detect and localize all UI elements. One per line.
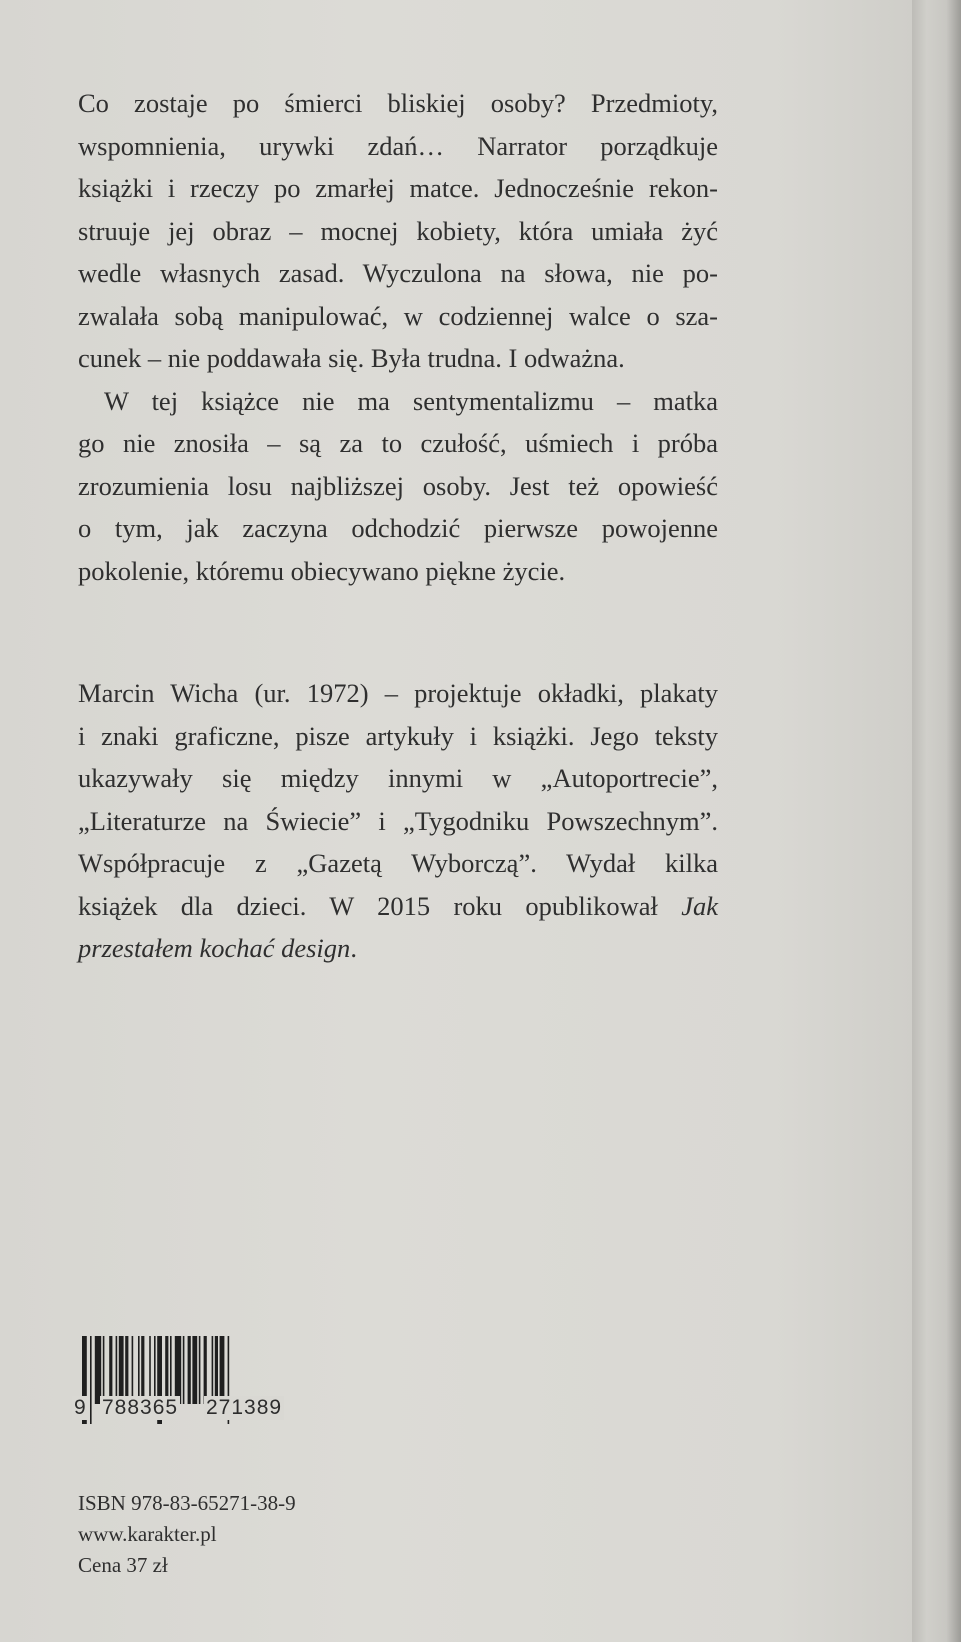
text-line: „Literaturze na Świecie” i „Tygodniku Powszechnym”.	[78, 805, 718, 836]
barcode-bar	[149, 1336, 151, 1404]
text-line: struuje jej obraz – mocnej kobiety, która umiała żyć	[78, 215, 718, 246]
text-segment: .	[350, 933, 357, 963]
price: Cena 37 zł	[78, 1553, 168, 1577]
barcode-bar	[90, 1336, 92, 1424]
text-line: i znaki graficzne, pisze artykuły i książki. Jego teksty	[78, 720, 718, 751]
barcode-bar	[175, 1336, 181, 1404]
barcode-bar	[138, 1336, 140, 1404]
text-line: cunek – nie poddawała się. Była trudna. I odważna.	[78, 343, 625, 373]
barcode-bar	[212, 1336, 214, 1404]
bio-paragraph	[78, 672, 718, 970]
barcode-bar	[109, 1336, 112, 1404]
barcode-bar	[132, 1336, 134, 1404]
text-line: pokolenie, któremu obiecywano piękne życie.	[78, 555, 566, 586]
text-line: wedle własnych zasad. Wyczulona na słowa, nie po-	[78, 258, 718, 288]
text-segment: książek dla dzieci. W 2015 roku opublikował	[78, 890, 682, 921]
barcode-bar	[188, 1336, 191, 1404]
blurb-paragraph-2	[78, 380, 718, 593]
blurb-paragraph-1	[78, 82, 718, 380]
isbn: ISBN 978-83-65271-38-9	[78, 1491, 296, 1515]
barcode-bar	[95, 1336, 101, 1404]
barcode	[74, 1336, 304, 1436]
barcode-bar	[215, 1336, 218, 1404]
text-line: Współpracuje z „Gazetą Wyborczą”. Wydał kilka	[78, 848, 718, 878]
text-line: Marcin Wicha (ur. 1972) – projektuje okładki, plakaty	[78, 678, 718, 708]
barcode-bar	[116, 1336, 118, 1404]
text-line	[78, 885, 718, 928]
barcode-bar	[192, 1336, 197, 1404]
text-line: zwalała sobą manipulować, w codziennej walce o sza-	[78, 300, 718, 331]
barcode-bar	[199, 1336, 201, 1404]
barcode-digits-left: 788365	[102, 1396, 179, 1419]
barcode-bar	[220, 1336, 225, 1404]
barcode-bar	[154, 1336, 156, 1404]
barcode-bar	[103, 1336, 105, 1404]
publisher-url: www.karakter.pl	[78, 1522, 217, 1546]
text-line: W tej książce nie ma sentymentalizmu – matka	[104, 385, 718, 416]
book-title-italic: Jak	[681, 890, 718, 921]
barcode-bar	[183, 1336, 185, 1404]
text-line: wspomnienia, urywki zdań… Narrator porządkuje	[78, 130, 718, 161]
barcode-digit-first: 9	[74, 1396, 87, 1419]
text-line: zrozumienia losu najbliższej osoby. Jest też opowieść	[78, 470, 718, 501]
book-title-italic: przestałem kochać design	[78, 933, 351, 963]
barcode-bar	[141, 1336, 144, 1404]
barcode-bar	[170, 1336, 172, 1404]
text-line: o tym, jak zaczyna odchodzić pierwsze powojenne	[78, 513, 718, 543]
text-line: Co zostaje po śmierci bliskiej osoby? Przedmioty,	[78, 88, 718, 118]
blurb-text	[78, 82, 718, 592]
book-edge	[912, 0, 961, 1642]
text-line: ukazywały się między innymi w „Autoportrecie”,	[78, 763, 718, 793]
text-line: książki i rzeczy po zmarłej matce. Jednocześnie rekon-	[78, 173, 718, 203]
barcode-bar	[204, 1336, 207, 1404]
text-line: go nie znosiła – są za to czułość, uśmiech i próba	[78, 428, 718, 458]
text-line	[78, 927, 718, 970]
barcode-bar	[119, 1336, 124, 1404]
publication-info	[78, 1488, 296, 1581]
barcode-bar	[125, 1336, 128, 1404]
barcode-digits-right: 271389	[206, 1396, 283, 1419]
barcode-bar	[165, 1336, 168, 1404]
author-bio	[78, 672, 718, 970]
